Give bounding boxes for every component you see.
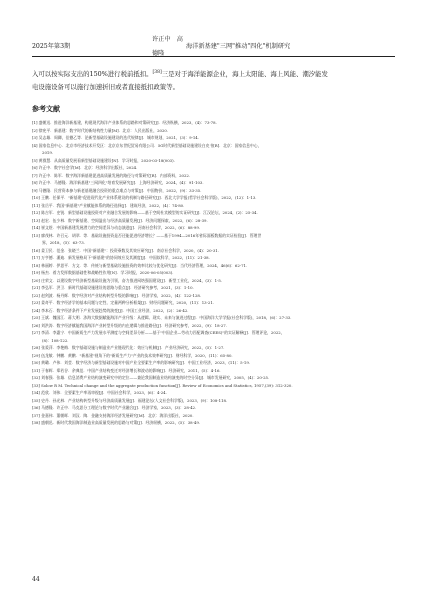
references-heading: 参考文献 (32, 104, 60, 113)
reference-item: [10] 王鹏．任保平．"新基建"促进现代化产业体系建设的机制与路径研究[J]．西北大学学报(哲学社会科学版)，2022，(12)：1-13． (32, 195, 260, 200)
reference-item: [16] 姜卫民．范金．张晓兰．中国"新基建"：投资乘数及其效应研究[J]．南京社会科学，2020，(4)：20-31． (32, 247, 222, 253)
reference-item: [12] 陈吉军．史锐．新型基础设施投资对产业融合发展的影响——基于空间杜宾模型的实证研究[J]．江汉论坛，2024，(2)：25-34． (32, 210, 261, 215)
reference-continuation: 界，2018，(5)：63-73． (42, 240, 88, 245)
reference-item: [9] 马德隆．民营资本参与新老基建融合投资的重点难点与对策[J]．中国物价，2022，(9)：33-35． (32, 187, 205, 193)
running-title: 海洋新基建"三网"推动"四化"机制研究 (186, 43, 291, 50)
page-number: 44 (32, 576, 40, 583)
reference-continuation: 2019． (42, 150, 56, 155)
reference-item: [3] 吴志雄．周卿，佳德乙等．论新型基础设施建设的迭代规律[J]．城市规划，2021，(3)：9-14． (32, 135, 202, 140)
body-text-line1: 入可以按实际支出的150%进行税前抵扣。 (32, 70, 153, 79)
reference-item: [30] 黄璐．卢伟．刘莹．数字经济与新型基础设施对中国产业全要素生产率的影响研究[J]．中国工业经济，2023，(11)：5-19． (32, 360, 253, 365)
reference-item: [34] 范欣．刘伟．全要素生产率再审视[J]．中国社会科学，2023，(6)：4-24． (32, 390, 170, 395)
reference-item: [23] 姜奇平．数字经济学的基本问题与定性、定量两种分析框架[J]．财经问题研究，2020，(11)：13-21． (32, 300, 217, 305)
reference-item: [7] 许正中．陈军．数字海洋新基建促进高质量发展的路径与对策研究[R]．内部资料，2022． (32, 172, 193, 178)
reference-item: [19] 杨杰．着力发挥数据基础性和战略性作用[N]．学习时报，2020-06-05(003)． (32, 270, 177, 275)
reference-item: [26] 刘洪涛．数字经济赋能我国海洋产业转型升级的内在逻辑与推进路径[J]．经济研究参考，2022，(9)：18-27． (32, 322, 230, 328)
reference-item: [1] 盛朝迅．推进海洋新基建，构建现代海洋产业体系的思路和对策研究[J]．经济纵横，2023，(4)：73-78． (32, 120, 220, 125)
citation-superscript: [38] (152, 70, 162, 75)
reference-item: [13] 赵宏．伍少林．数字新基建、空间溢出与经济高质量发展[J]．经济问题探索，2022，(6)：28-39． (32, 217, 211, 223)
header-rule (32, 56, 395, 57)
running-authors: 许正中 高德隆 (152, 36, 183, 57)
reference-item: [2] 徐宪平．新基建：数字时代的新结构性力量[M]．北京：人民出版社，2020． (32, 127, 171, 133)
journal-issue: 2025年第3期 (32, 43, 71, 50)
reference-item: [6] 许正中．数字社会学[M]．北京：经济科学出版社，2024． (32, 165, 140, 170)
reference-item: [17] 万亨德．潘迪．新发展格局下"新基建"的协同效应及其测度[J]．中国软科学，2022，(11)：21-38． (32, 255, 213, 260)
running-header (32, 36, 395, 57)
reference-continuation: (8)：108-122． (42, 337, 72, 343)
body-paragraph (32, 66, 395, 94)
reference-item: [36] 马德隆．许正中．马克思分工理论与数字时代产业融合[J]．经济学家，2023，(3)：28-42． (32, 405, 199, 410)
reference-item: [20] 庄荣文．以建设数字经济新型基础设施为引领，奋力推进网络强国建设[J]．新型工业化，2024，(3)：1-5． (32, 277, 225, 283)
reference-item: [5] 黄群慧．从高质量发展看新型基础设施建设[N]．学习时报，2020-03-18(003)． (32, 157, 178, 163)
reference-item: [22] 赵剑波．杨丹辉．数字经济对产业结构转型升级的影响[J]．经济学家，2022，(4)：122-128． (32, 292, 204, 298)
reference-item: [4] 国家信息中心．北京市经济技术开发区：北京京东世纪贸易有限公司．5G时代新型基础设施建设白皮书[R]．北京：国家信息中心， (32, 142, 262, 148)
reference-item: [14] 崔文煜．中国新基建发展潜力的空间差异与动态演进[J]．河南社会科学，2022，(6)：88-99． (32, 225, 203, 230)
reference-item: [15] 廖茂林．许召元．胡翠．等．基础设施投资是否还能促进经济增长？——基于1994—2016年省际面板数据的实证检验[J]．管理世 (32, 232, 262, 238)
reference-item: [32] 刘春强．张雄．信息消费产业结构演变研究中的定位——兼论我国制造业结构演变的时空分异[J]．城市发展研究，2005，(4)：20-25． (32, 375, 272, 380)
reference-item: [18] 林丽婷．伊思平．方文．等．传统与新型基础设施投资的效率比较与优化研究[J]．当代经济管理，2024，46(6)：62-71． (32, 262, 250, 268)
reference-item: [31] 于春辉．郑若谷．余典范．中国产业结构变迁对经济增长和波动的影响[J]．经济研究，2011，(5)：4-16． (32, 367, 224, 373)
reference-item: [21] 李弘军．洪卫．新时代基础设施建设的思路与重点[J]．经济研究参考，2021，(3)：1-10． (32, 285, 197, 290)
reference-list (32, 119, 399, 427)
reference-item: [37] 金嘉伟．董朝晖．刘汉．陶．金融支持海洋经济发展研究[M]．北京：海洋出版社，2020． (32, 412, 197, 418)
body-text-line1b: 三是对于海洋能源企业，海上太阳能、海上风能、潮汐能发 (161, 70, 328, 79)
reference-item: [28] 张爱萍．李艳梅．数字基础设施与制造业产业链现代化：效应与机制[J]．产业经济研究，2022，(5)：1-27． (32, 345, 228, 350)
reference-item: [11] 张岳平．我国"新基建"产业赋能体系的路径选择[J]．建筑经济，2022，(4)：74-80． (32, 202, 187, 208)
reference-item: [8] 许正中．马德隆．海洋新基建"三网四化"培育发展研究[J]．上海经济研究，2024，(4)：91-103． (32, 180, 207, 185)
reference-item: [38] 盛朝迅．新时代我国海洋制造业高质量发展的思路与对策[J]．经济纵横，2022，(5)：38-49． (32, 420, 203, 425)
body-text-line2: 电设施设备可以施行加速折旧或者直接抵扣政策等。 (32, 83, 179, 92)
reference-item: [27] 李清．李惠宁．中国新质生产力发展水平测度与空间差异分析——基于"中国企业—劳动力匹配调查(CEES)"的实证解释[J]．管理评论，2022， (32, 330, 285, 335)
reference-item: [29] 伍龙敏．钟鹏．黄鹏．"新基建"视角下的"新质生产力"产业的技术效率研究[J]．财经科学，2020，(11)：65-80． (32, 352, 236, 358)
reference-item: [25] 王斌．魏国江．蒋大明．涉海大数据赋能海洋产业升级：从逻辑、现实、未来与演进过程[J]．中国海洋大学学报(社会科学版)，2018，(6)：27-33． (32, 315, 295, 320)
reference-item: [33] Solow R M. Technical change and the aggregate production function[J]. Review of Economics and Statistics, 1957,(39): 312-320. (32, 382, 293, 388)
reference-item: [24] 李本石．数字经济条件下产业发展趋势的演变[J]．中国工业经济，2022，(2)：26-42． (32, 307, 192, 313)
reference-item: [35] 史丹．孙光林．产业结构转型升级与经济高质量发展[J]．福建论坛(人文社会科学版)，2023，(9)：108-118． (32, 397, 230, 403)
